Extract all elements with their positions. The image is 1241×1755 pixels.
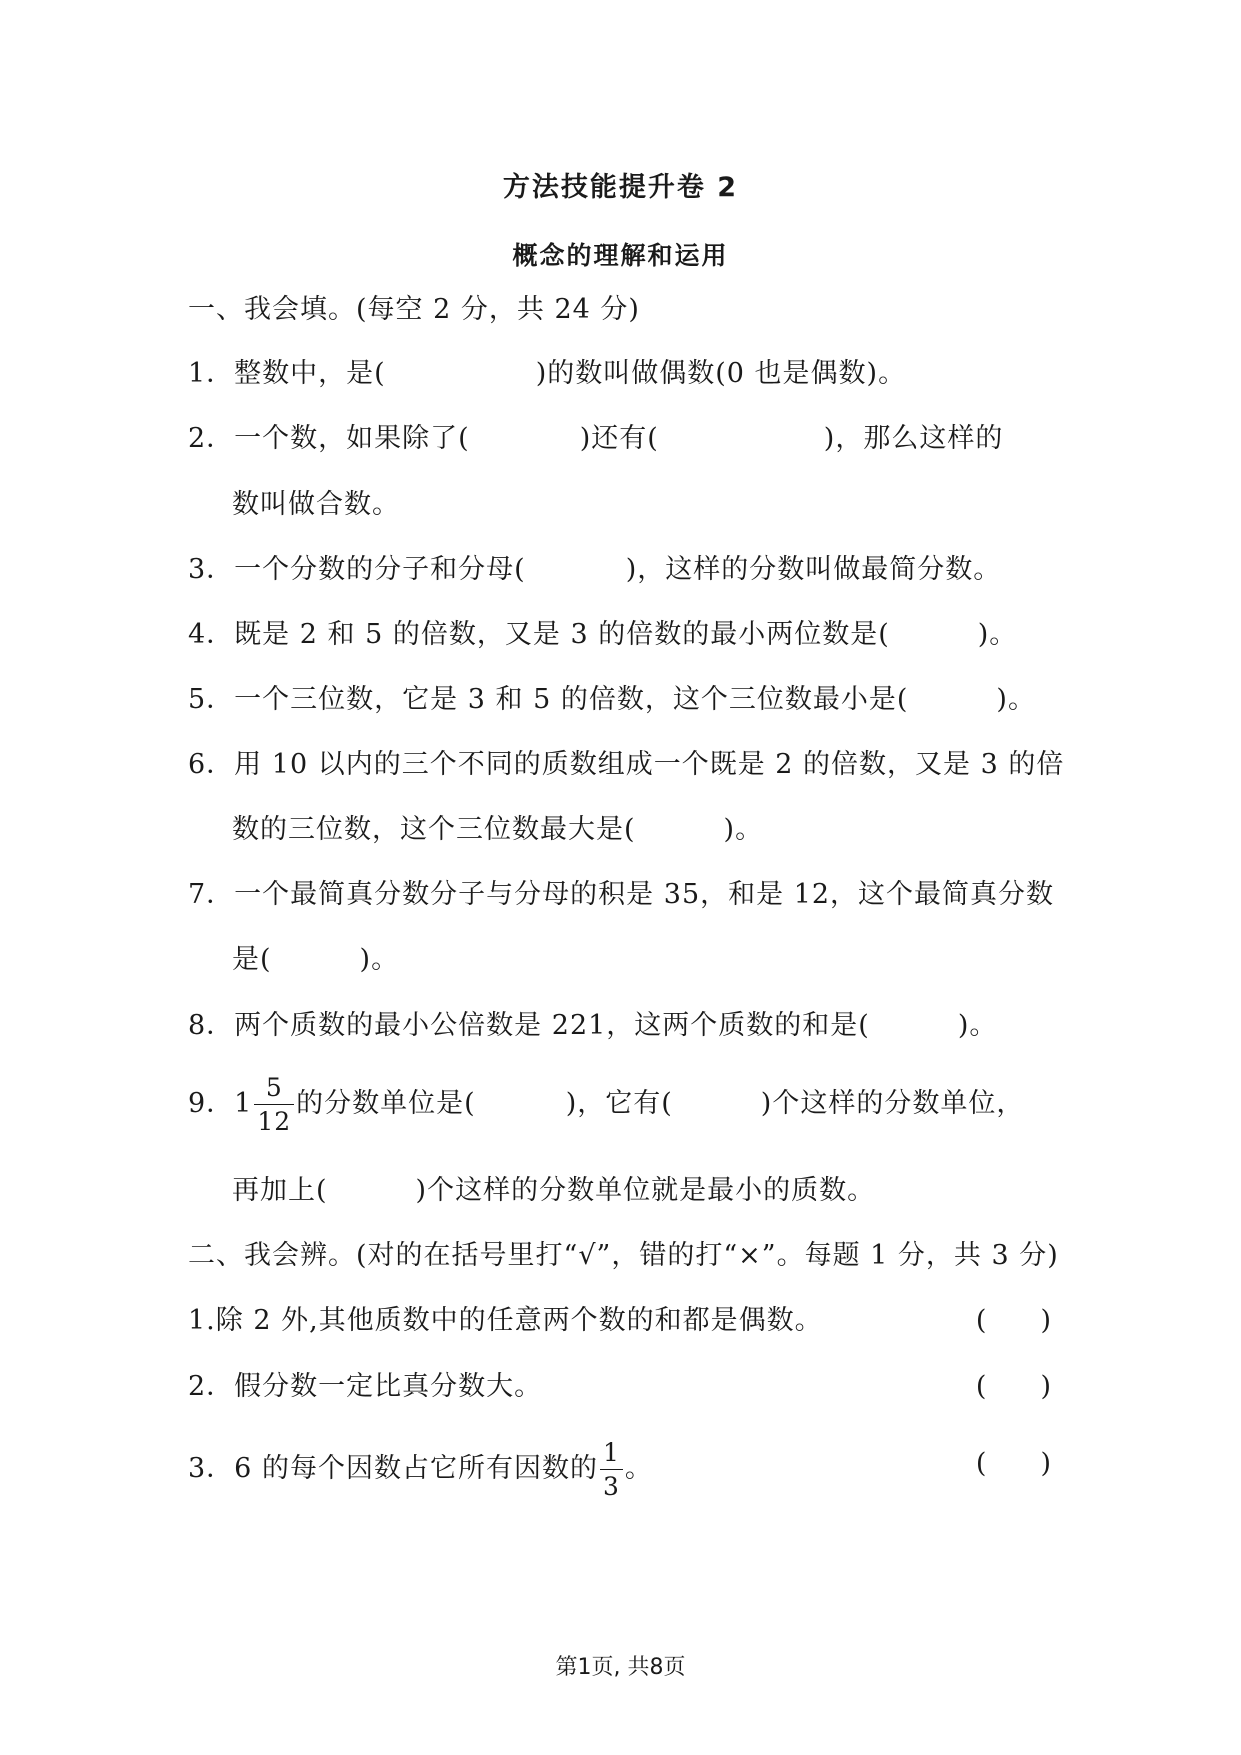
question-2-cont: 数叫做合数。 [232,489,400,520]
judge-question-3: 3．6 的每个因数占它所有因数的 $\frac{1}{3}$ 。 [188,1438,653,1501]
question-4: 4．既是 2 和 5 的倍数，又是 3 的倍数的最小两位数是( )。 [188,619,1018,650]
question-7-cont: 是( )。 [232,944,400,975]
page-subtitle: 概念的理解和运用 [512,241,729,270]
page-title: 方法技能提升卷 2 [502,172,739,203]
page-footer: 第1页, 共8页 [555,1655,686,1680]
section2-heading: 二、我会辨。(对的在括号里打“√”，错的打“×”。每题 1 分，共 3 分) [188,1240,1059,1271]
question-9: 9．1 $\frac{5}{12}$ 的分数单位是( )，它有( )个这样的分数单位， [188,1073,1025,1136]
fraction-one-third: $\frac{1}{3}$ [600,1440,623,1499]
question-3: 3．一个分数的分子和分母( )，这样的分数叫做最简分数。 [188,554,1002,585]
section1-heading: 一、我会填。(每空 2 分，共 24 分) [188,294,640,325]
question-8: 8．两个质数的最小公倍数是 221，这两个质数的和是( )。 [188,1010,998,1041]
mixed-fraction: $\frac{5}{12}$ [254,1075,294,1134]
question-5: 5．一个三位数，它是 3 和 5 的倍数，这个三位数最小是( )。 [188,684,1036,715]
judge-question-2: 2．假分数一定比真分数大。 [188,1371,543,1402]
question-9-cont: 再加上( )个这样的分数单位就是最小的质数。 [232,1175,876,1206]
question-2: 2．一个数，如果除了( )还有( )，那么这样的 [188,423,1004,454]
question-7: 7．一个最简真分数分子与分母的积是 35，和是 12，这个最简真分数 [188,879,1055,910]
answer-paren-3[interactable]: ( ) [975,1448,1051,1479]
question-6: 6．用 10 以内的三个不同的质数组成一个既是 2 的倍数，又是 3 的倍 [188,749,1065,780]
judge-question-1: 1.除 2 外,其他质数中的任意两个数的和都是偶数。 [188,1305,823,1336]
question-1: 1．整数中，是( )的数叫做偶数(0 也是偶数)。 [188,358,907,389]
answer-paren-1[interactable]: ( ) [975,1305,1051,1336]
answer-paren-2[interactable]: ( ) [975,1371,1051,1402]
question-6-cont: 数的三位数，这个三位数最大是( )。 [232,814,764,845]
